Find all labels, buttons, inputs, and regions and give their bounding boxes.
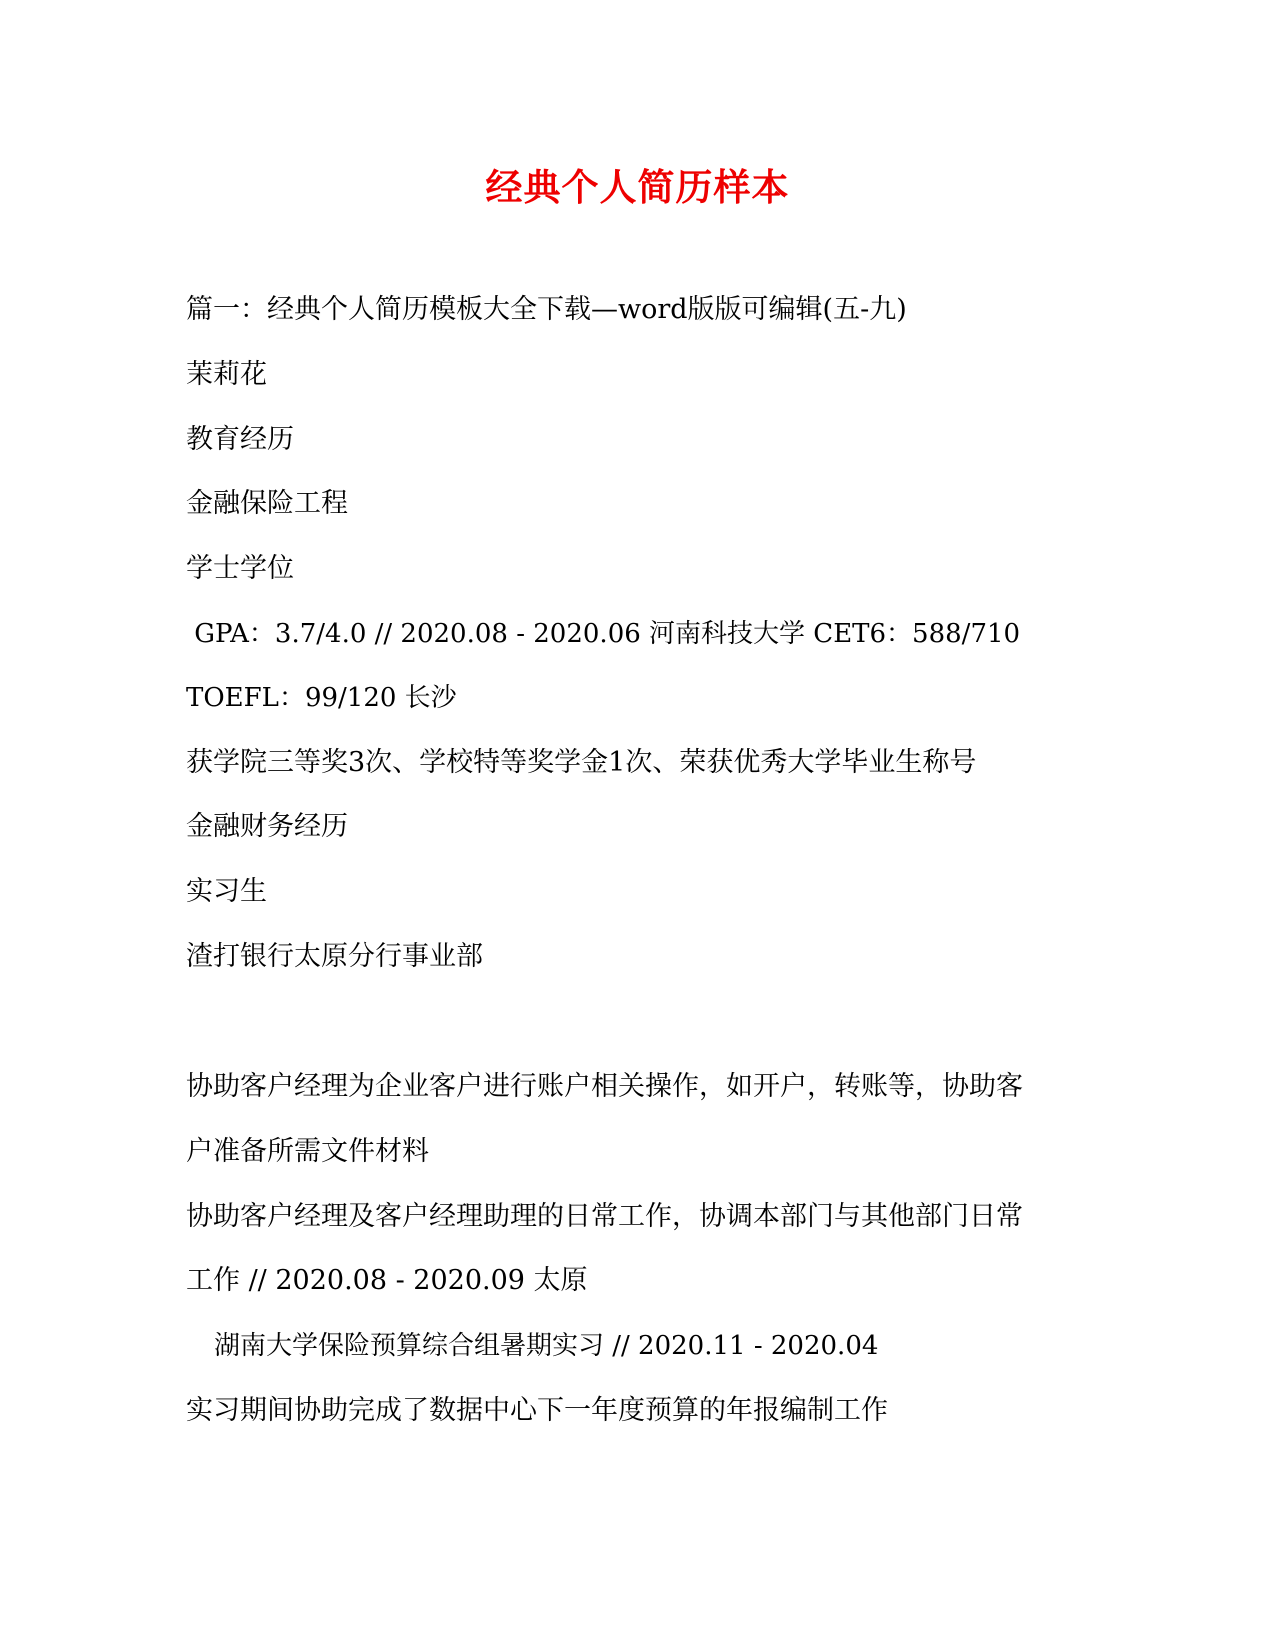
experience-company: 渣打银行太原分行事业部 <box>186 941 483 972</box>
education-degree: 学士学位 <box>186 553 294 584</box>
experience-duty-2b: 工作 // 2020.08 - 2020.09 太原 <box>186 1265 588 1296</box>
document-title: 经典个人简历样本 <box>485 165 790 209</box>
section-education-heading: 教育经历 <box>186 424 294 455</box>
education-major: 金融保险工程 <box>186 488 348 519</box>
experience-role: 实习生 <box>186 876 267 907</box>
experience-duty-2a: 协助客户经理及客户经理助理的日常工作，协调本部门与其他部门日常 <box>186 1201 1023 1232</box>
experience-duty-1b: 户准备所需文件材料 <box>186 1136 429 1167</box>
education-awards: 获学院三等奖3次、学校特等奖学金1次、荣获优秀大学毕业生称号 <box>186 747 977 778</box>
education-toefl-location: TOEFL：99/120 长沙 <box>186 683 457 713</box>
experience-duty-1a: 协助客户经理为企业客户进行账户相关操作，如开户，转账等，协助客 <box>186 1071 1023 1102</box>
internship-description: 实习期间协助完成了数据中心下一年度预算的年报编制工作 <box>186 1395 888 1426</box>
education-details: GPA：3.7/4.0 // 2020.08 - 2020.06 河南科技大学 CET6：588/710 <box>186 619 1021 649</box>
internship-title: 湖南大学保险预算综合组暑期实习 // 2020.11 - 2020.04 <box>214 1331 879 1361</box>
section-finance-experience-heading: 金融财务经历 <box>186 811 348 842</box>
resume-template-heading: 篇一：经典个人简历模板大全下载—word版版可编辑(五-九) <box>186 294 907 325</box>
candidate-name: 茉莉花 <box>186 359 267 390</box>
